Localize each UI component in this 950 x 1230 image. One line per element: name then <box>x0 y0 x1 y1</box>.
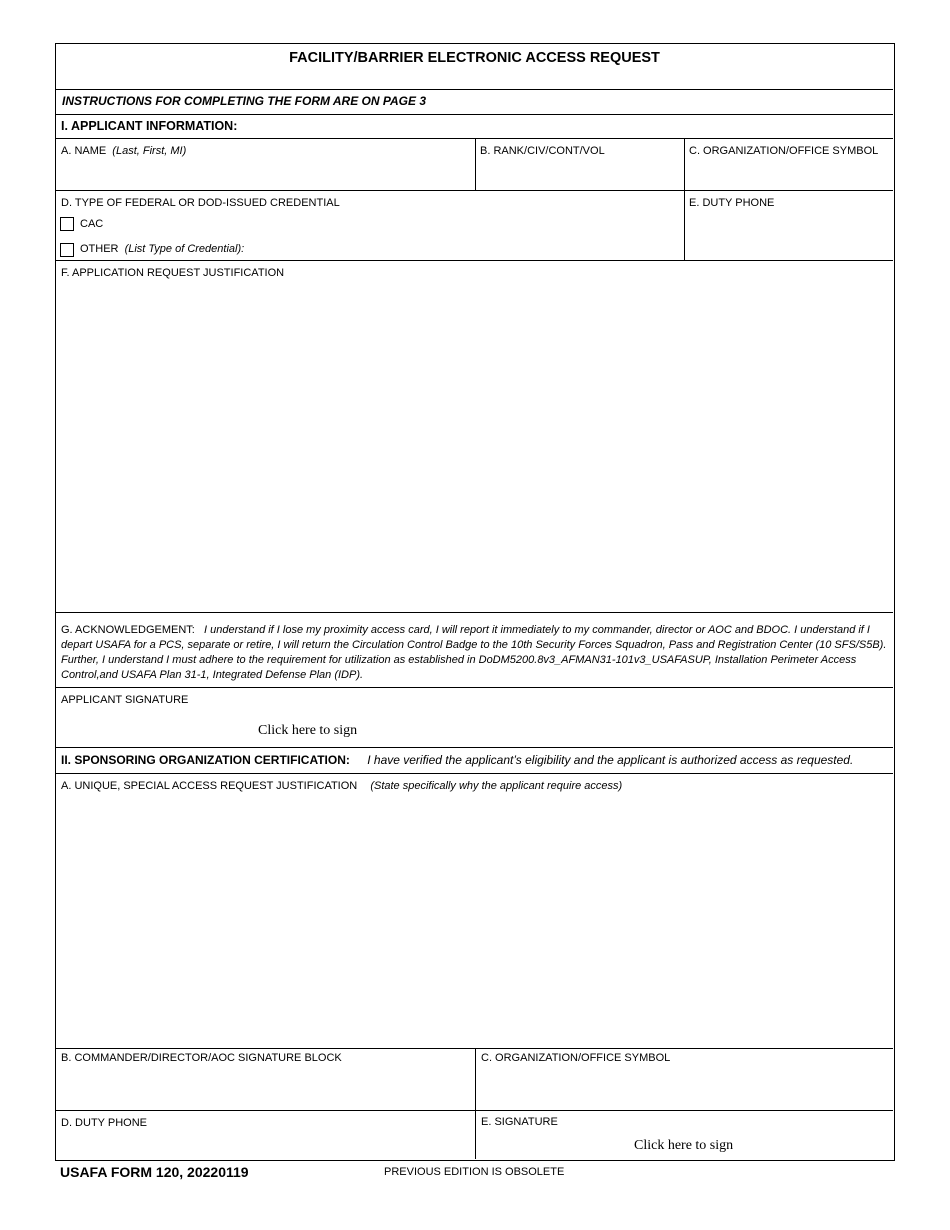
sponsor-organization-field[interactable] <box>477 1066 891 1108</box>
sponsor-statement: I have verified the applicant’s eligibility and the applicant is authorized access as requested. <box>367 753 854 767</box>
duty-phone-label: E. DUTY PHONE <box>689 197 775 209</box>
sponsor-signature-button[interactable]: Click here to sign <box>634 1138 734 1153</box>
access-request-form <box>55 43 895 1161</box>
form-title: FACILITY/BARRIER ELECTRONIC ACCESS REQUEST <box>289 50 660 66</box>
acknowledgement-label: G. ACKNOWLEDGEMENT: <box>61 624 195 636</box>
section-applicant-heading: I. APPLICANT INFORMATION: <box>61 119 238 133</box>
unique-label-text: A. UNIQUE, SPECIAL ACCESS REQUEST JUSTIFICATION <box>61 780 358 792</box>
name-label-text: A. NAME <box>61 145 107 157</box>
cac-checkbox[interactable] <box>60 217 74 231</box>
rank-field[interactable] <box>477 139 683 190</box>
divider <box>56 1110 893 1111</box>
other-label-text: OTHER <box>80 243 119 255</box>
organization-label: C. ORGANIZATION/OFFICE SYMBOL <box>689 145 879 157</box>
commander-signature-block-label: B. COMMANDER/DIRECTOR/AOC SIGNATURE BLOCK <box>61 1052 342 1064</box>
section-sponsor-title: II. SPONSORING ORGANIZATION CERTIFICATION: <box>61 753 350 767</box>
divider <box>56 89 893 90</box>
divider <box>56 260 893 261</box>
section-sponsor-heading <box>61 754 853 767</box>
unique-justification-textarea[interactable] <box>58 796 891 1046</box>
applicant-name-field[interactable] <box>58 139 474 190</box>
sponsor-signature-label: E. SIGNATURE <box>481 1116 558 1128</box>
applicant-signature-label: APPLICANT SIGNATURE <box>61 694 189 706</box>
applicant-signature-button[interactable]: Click here to sign <box>258 723 358 738</box>
other-credential-label <box>80 243 244 256</box>
other-credential-field[interactable] <box>246 240 676 258</box>
rank-label: B. RANK/CIV/CONT/VOL <box>480 145 605 157</box>
other-hint: (List Type of Credential): <box>124 243 245 255</box>
divider <box>56 687 893 688</box>
divider <box>56 773 893 774</box>
divider <box>56 747 893 748</box>
divider <box>475 138 476 190</box>
cac-label: CAC <box>80 218 104 230</box>
duty-phone-field[interactable] <box>686 211 891 259</box>
organization-field[interactable] <box>686 139 891 190</box>
divider <box>56 114 893 115</box>
sponsor-organization-label: C. ORGANIZATION/OFFICE SYMBOL <box>481 1052 671 1064</box>
instructions-note: INSTRUCTIONS FOR COMPLETING THE FORM ARE ON PAGE 3 <box>62 94 427 108</box>
sponsor-duty-phone-label: D. DUTY PHONE <box>61 1117 147 1129</box>
divider <box>56 612 893 613</box>
divider <box>56 190 893 191</box>
unique-justification-label <box>61 780 622 793</box>
justification-label: F. APPLICATION REQUEST JUSTIFICATION <box>61 267 285 279</box>
credential-label: D. TYPE OF FEDERAL OR DOD-ISSUED CREDENTIAL <box>61 197 340 209</box>
justification-textarea[interactable] <box>58 282 891 610</box>
other-credential-checkbox[interactable] <box>60 243 74 257</box>
divider <box>475 1048 476 1159</box>
acknowledgement <box>61 623 889 683</box>
sponsor-duty-phone-field[interactable] <box>58 1131 474 1159</box>
acknowledgement-text: I understand if I lose my proximity access card, I will report it immediately to my commander, director or AOC and BDOC. I understand if I depart USAFA for a PCS, separate or retire, I will return the Circulation Control Badge to the 10th Security Forces Squadron, Pass and Registration Center (10 SFS/S5B). Further, I understand I must adhere to the requirement for utilization as established in DoDM5200.8v3_AFMAN31-101v3_USAFASUP, Installation Perimeter Access Control,and USAFA Plan 31-1, Integrated Defense Plan (IDP). <box>61 624 887 681</box>
commander-signature-block-field[interactable] <box>58 1066 474 1108</box>
divider <box>684 138 685 260</box>
edition-note: PREVIOUS EDITION IS OBSOLETE <box>384 1166 565 1178</box>
unique-hint: (State specifically why the applicant require access) <box>370 780 623 792</box>
form-number: USAFA FORM 120, 20220119 <box>60 1164 249 1180</box>
name-hint: (Last, First, MI) <box>112 145 187 157</box>
